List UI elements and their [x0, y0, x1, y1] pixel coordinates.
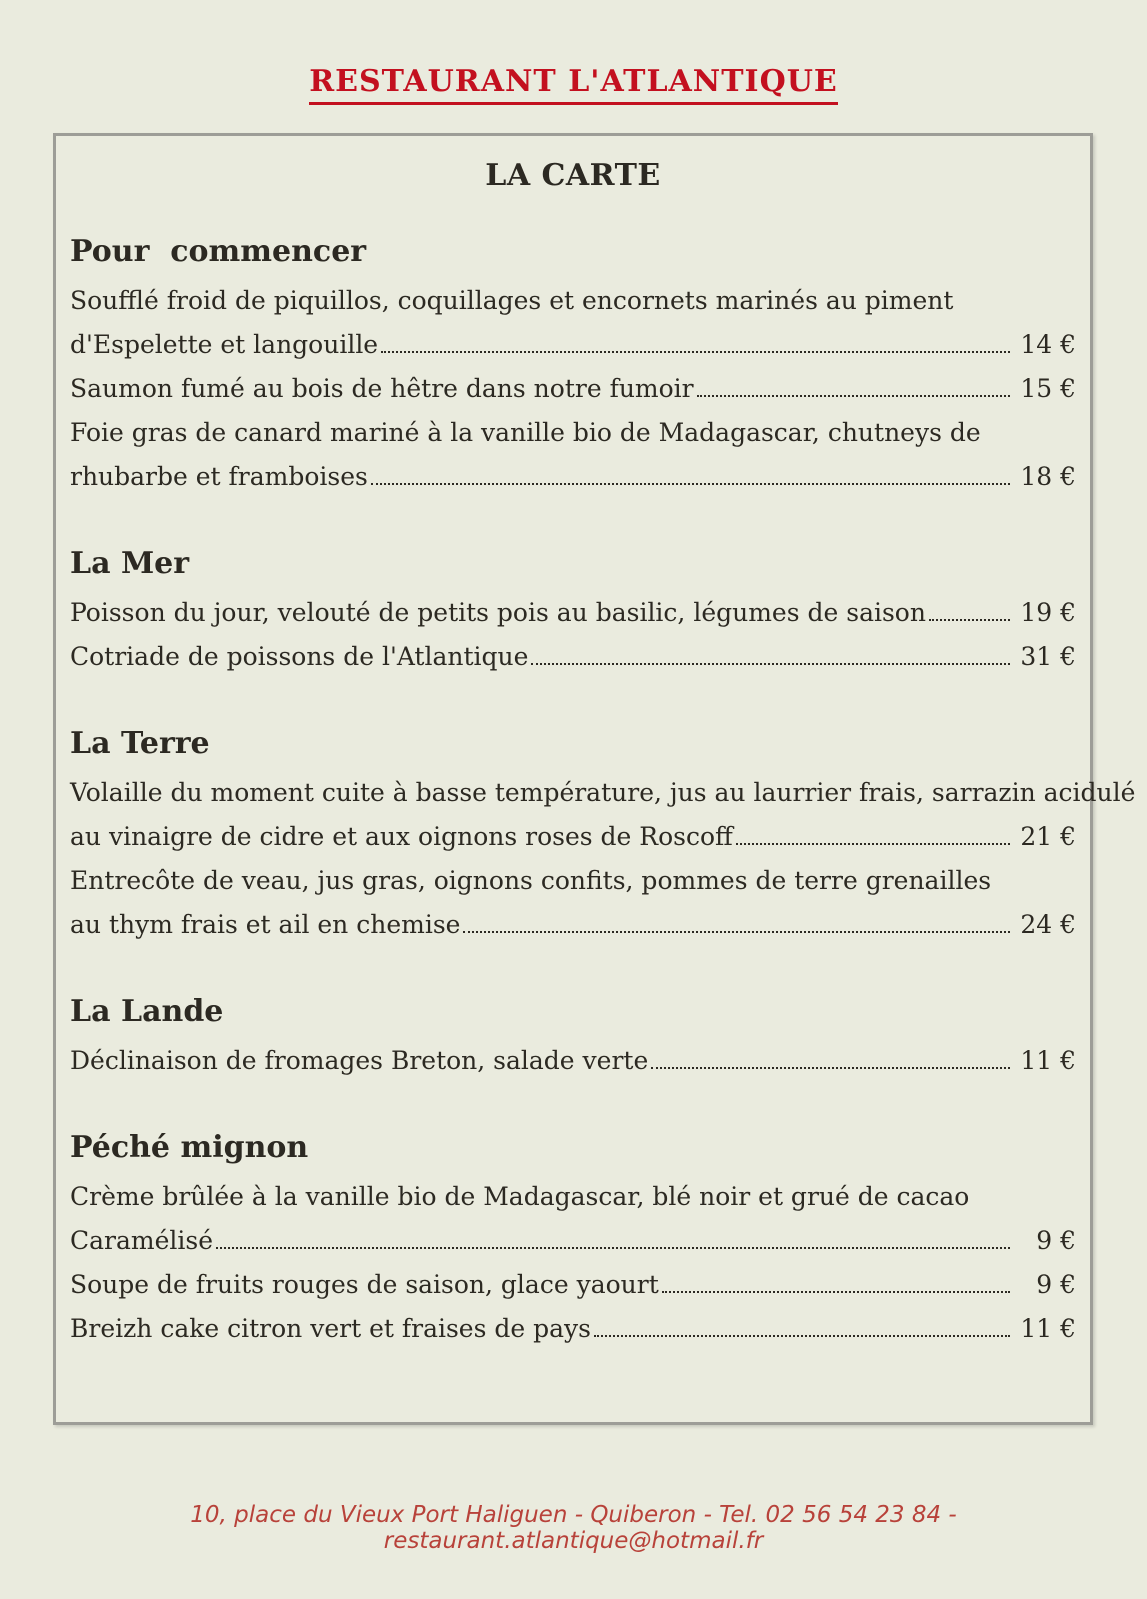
item-price-line	[70, 1263, 1076, 1307]
item-description: Soufflé froid de piquillos, coquillages et encornets marinés au piment	[70, 286, 954, 315]
menu-item	[70, 1175, 1076, 1263]
item-description: Soupe de fruits rouges de saison, glace yaourt	[70, 1270, 659, 1299]
menu-title: LA CARTE	[485, 158, 661, 193]
menu-item	[70, 411, 1076, 499]
item-description: Déclinaison de fromages Breton, salade verte	[70, 1046, 649, 1075]
section-title: Pour commencer	[70, 234, 367, 269]
item-description: Breizh cake citron vert et fraises de pays	[70, 1314, 591, 1343]
item-description: Poisson du jour, velouté de petits pois au basilic, légumes de saison	[70, 598, 926, 627]
menu-card	[53, 133, 1136, 1425]
menu-item	[70, 771, 1136, 859]
menu-item	[70, 591, 1076, 635]
item-description: Volaille du moment cuite à basse température, jus au laurrier frais, sarrazin acidulé	[70, 778, 1136, 807]
item-price: 14 €	[1020, 330, 1076, 359]
dot-leader	[216, 1247, 1010, 1249]
section-peche-mignon	[70, 1129, 1076, 1351]
item-price: 11 €	[1020, 1046, 1076, 1075]
item-price-line	[70, 367, 1076, 411]
menu-item	[70, 635, 1076, 679]
section-title: La Mer	[70, 546, 190, 581]
menu-item	[70, 367, 1076, 411]
section-title: Péché mignon	[70, 1130, 309, 1165]
menu-item	[70, 1307, 1076, 1351]
section-la-terre	[70, 725, 1136, 947]
footer-contact: 10, place du Vieux Port Haliguen - Quiberon - Tel. 02 56 54 23 84 - restaurant.atlantique@hotmail.fr	[190, 1502, 957, 1554]
item-price-line	[70, 815, 1076, 859]
item-price: 9 €	[1036, 1270, 1076, 1299]
item-price-line	[70, 1039, 1076, 1083]
item-description: Crème brûlée à la vanille bio de Madagascar, blé noir et grué de cacao	[70, 1182, 970, 1211]
item-price-line	[70, 591, 1076, 635]
section-la-mer	[70, 545, 1076, 679]
menu-item	[70, 279, 1076, 367]
item-price: 21 €	[1020, 822, 1076, 851]
item-price: 11 €	[1020, 1314, 1076, 1343]
section-title: La Lande	[70, 994, 224, 1029]
item-price: 19 €	[1020, 598, 1076, 627]
item-price: 18 €	[1020, 462, 1076, 491]
dot-leader	[371, 483, 1010, 485]
item-description: Entrecôte de veau, jus gras, oignons confits, pommes de terre grenailles	[70, 866, 992, 895]
dot-leader	[736, 843, 1010, 845]
item-description: d'Espelette et langouille	[70, 330, 379, 359]
item-description: Foie gras de canard mariné à la vanille bio de Madagascar, chutneys de	[70, 418, 981, 447]
item-price-line	[70, 1219, 1076, 1263]
item-description: Saumon fumé au bois de hêtre dans notre fumoir	[70, 374, 694, 403]
menu-item	[70, 1039, 1076, 1083]
item-price-line	[70, 323, 1076, 367]
dot-leader	[381, 351, 1010, 353]
section-pour-commencer	[70, 233, 1076, 499]
dot-leader	[662, 1291, 1010, 1293]
menu-item	[70, 1263, 1076, 1307]
item-description: au vinaigre de cidre et aux oignons roses de Roscoff	[70, 822, 733, 851]
dot-leader	[463, 931, 1010, 933]
item-price: 31 €	[1020, 642, 1076, 671]
dot-leader	[594, 1335, 1010, 1337]
item-price: 24 €	[1020, 910, 1076, 939]
dot-leader	[531, 663, 1010, 665]
item-description: Caramélisé	[70, 1226, 214, 1255]
menu-item	[70, 859, 1076, 947]
dot-leader	[697, 395, 1010, 397]
section-la-lande	[70, 993, 1076, 1083]
section-title: La Terre	[70, 726, 210, 761]
dot-leader	[929, 619, 1010, 621]
item-price: 9 €	[1036, 1226, 1076, 1255]
item-price-line	[70, 1307, 1076, 1351]
item-description: rhubarbe et framboises	[70, 462, 368, 491]
item-price-line	[70, 903, 1076, 947]
item-price: 15 €	[1020, 374, 1076, 403]
restaurant-title-text: RESTAURANT L'ATLANTIQUE	[309, 64, 838, 105]
dot-leader	[651, 1067, 1010, 1069]
restaurant-title	[0, 0, 1147, 99]
item-description: au thym frais et ail en chemise	[70, 910, 461, 939]
item-description: Cotriade de poissons de l'Atlantique	[70, 642, 529, 671]
item-price-line	[70, 455, 1076, 499]
item-price-line	[70, 635, 1076, 679]
